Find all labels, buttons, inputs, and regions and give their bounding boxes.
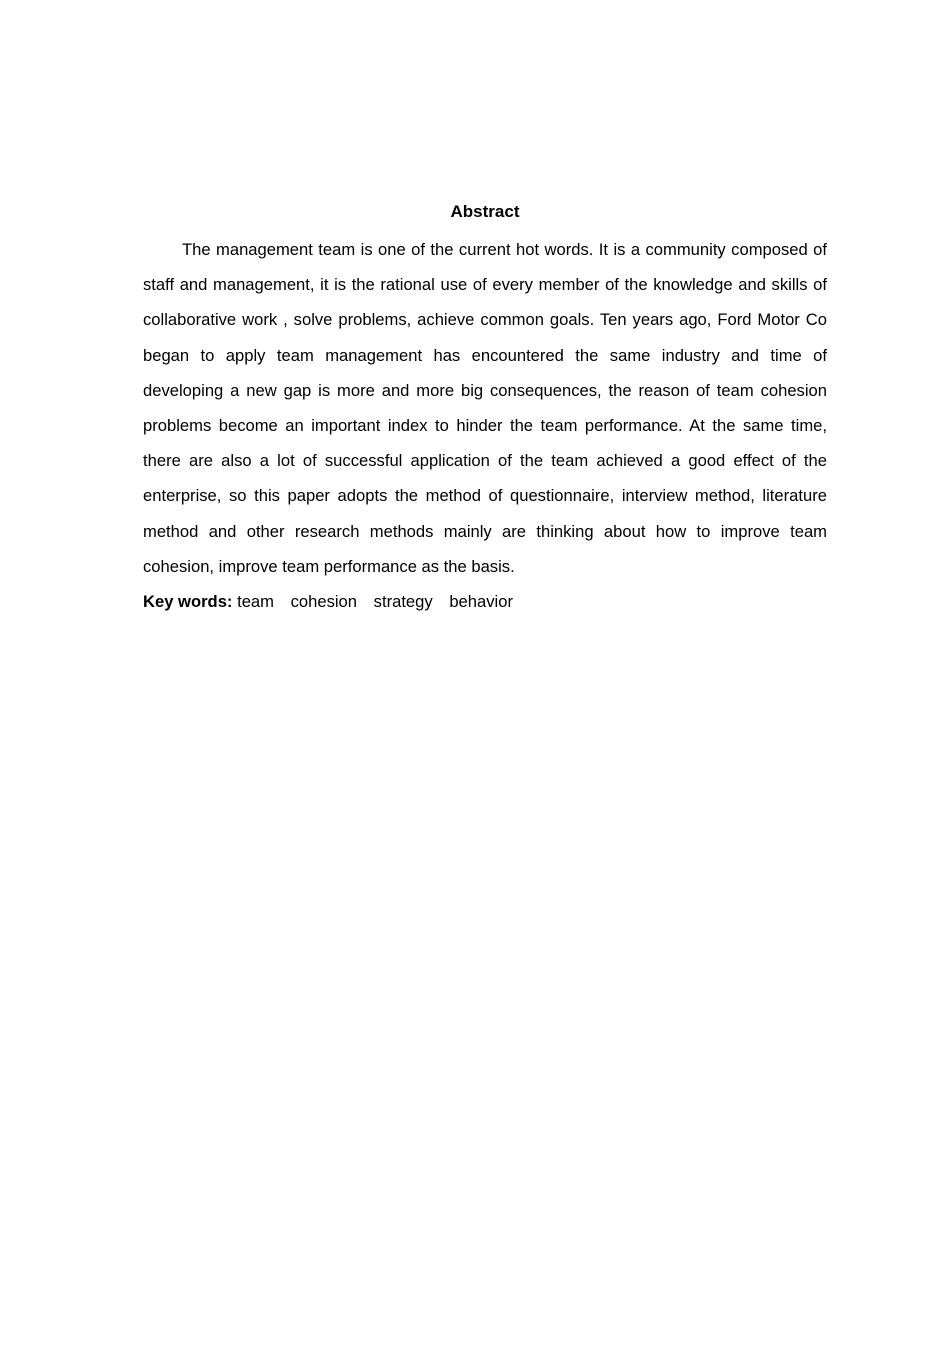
keywords-line [143, 584, 827, 619]
keyword-item: cohesion [290, 592, 358, 612]
keyword-item: behavior [449, 592, 513, 612]
keyword-item: strategy [373, 592, 433, 612]
keyword-item: team [237, 592, 274, 612]
keywords-label: Key words: [143, 592, 233, 612]
abstract-title: Abstract [450, 202, 520, 221]
abstract-section [143, 200, 827, 619]
abstract-body: The management team is one of the current hot words. It is a community composed of staff and management, it is the rational use of every member of the knowledge and skills of collaborative work , solve problems, achieve common goals. Ten years ago, Ford Motor Co began to apply team management has encountered the same industry and time of developing a new gap is more and more big consequences, the reason of team cohesion problems become an important index to hinder the team performance. At the same time, there are also a lot of successful application of the team achieved a good effect of the enterprise, so this paper adopts the method of questionnaire, interview method, literature method and other research methods mainly are thinking about how to improve team cohesion, improve team performance as the basis. [143, 240, 827, 576]
